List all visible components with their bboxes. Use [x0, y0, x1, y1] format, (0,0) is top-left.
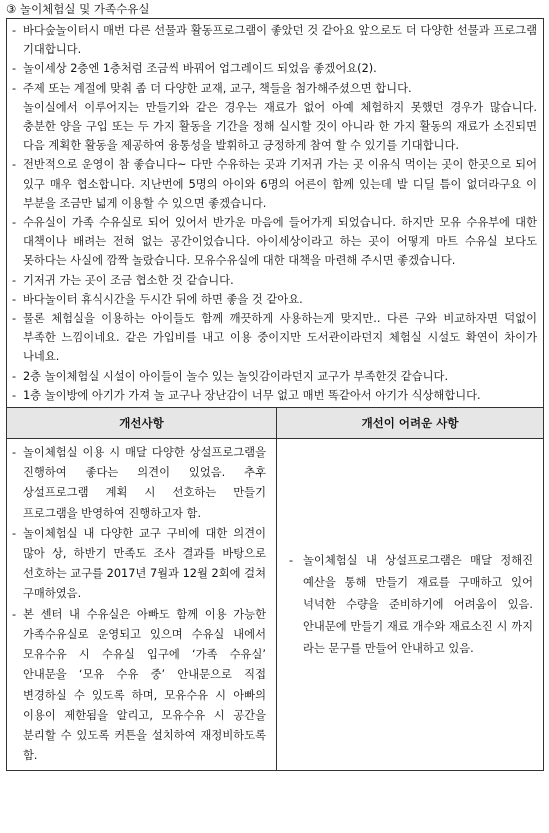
feedback-item: - 놀이세상 2층엔 1층처럼 조금씩 바꿔어 업그레이드 되었음 좋겠어요(2). [11, 59, 537, 78]
difficult-cell [277, 439, 544, 771]
improvement-item: - 놀이체험실 내 다양한 교구 구비에 대한 의견이 많아 상, 하반기 만족도 조사 결과를 바탕으로 선호하는 교구를 2017년 7월과 12월 2회에 걸쳐 구매하였음. [11, 524, 266, 605]
feedback-item: - 물론 체험실을 이용하는 아이들도 함께 깨끗하게 사용하는게 맞지만.. 다른 구와 비교하자면 덕없이 부족한 느낌이네요. 같은 가입비를 내고 이용 중이지만 도서관이라던지 체험실 시설도 확연이 차이가 나네요. [11, 309, 537, 367]
feedback-item: - 바다숲놀이터시 매번 다른 선물과 활동프로그램이 좋았던 것 같아요 앞으로도 더 다양한 선물과 프로그램 기대합니다. [11, 21, 537, 59]
feedback-item: - 바다놀이터 휴식시간을 두시간 뒤에 하면 좋을 것 같아요. [11, 290, 537, 309]
feedback-item: - 2층 놀이체험실 시설이 아이들이 놀수 있는 놀잇감이라던지 교구가 부족한것 같습니다. [11, 367, 537, 386]
section-title: ③ 놀이체험실 및 가족수유실 [6, 2, 150, 16]
feedback-cell [7, 19, 544, 408]
feedback-item: - 1층 놀이방에 아기가 가져 놀 교구나 장난감이 너무 없고 매번 똑같아서 아기가 식상해합니다. [11, 386, 537, 405]
improvements-header: 개선사항 [7, 408, 277, 439]
feedback-item-detail: 놀이실에서 이루어지는 만들기와 같은 경우는 재료가 없어 아예 체험하지 못했던 경우가 많습니다. 충분한 양을 구입 또는 두 가지 활동을 기간을 정해 실시할 것이 아니라 한 가지 활동의 재료가 소진되면 다음 계획한 활동을 제공하여 융통성을 발휘하고 긍정하게 참여 할 수 있기를 기대합니다. [23, 100, 538, 153]
feedback-item: - 기저귀 가는 곳이 조금 협소한 것 같습니다. [11, 271, 537, 290]
improvement-item: - 본 센터 내 수유실은 아빠도 함께 이용 가능한 가족수유실로 운영되고 있으며 수유실 내에서 모유수유 시 수유실 입구에 ‘가족 수유실’ 안내문을 ‘모유 수유 중’ 안내문으로 직접 변경하실 수 있도록 하며, 모유수유 시 아빠의 이용이 제한됨을 알리고, 모유수유 시 공간을 분리할 수 있도록 커튼을 설치하여 재정비하도록 함. [11, 605, 266, 767]
improvement-item: - 놀이체험실 이용 시 매달 다양한 상설프로그램을 진행하여 좋다는 의견이 있었음. 추후 상설프로그램 계획 시 선호하는 만들기 프로그램을 반영하여 진행하고자 함. [11, 443, 266, 524]
difficult-item: - 놀이체험실 내 상설프로그램은 매달 정해진 예산을 통해 만들기 재료를 구매하고 있어 넉넉한 수량을 준비하기에 어려움이 있음. 안내문에 만들기 재료 개수와 재료소진 시 까지 라는 문구를 만들어 안내하고 있음. [287, 550, 533, 660]
feedback-table [6, 18, 544, 771]
improvements-cell [7, 439, 277, 771]
feedback-item: - 수유실이 가족 수유실로 되어 있어서 반가운 마음에 들어가게 되었습니다. 하지만 모유 수유부에 대한 대책이나 배려는 전혀 없는 공간이었습니다. 아이세상이라고 하는 곳이 어떻게 마트 수유실 보다도 못하다는 사실에 깜짝 놀랐습니다. 모유수유실에 대한 대책을 마련해 주시면 좋겠습니다. [11, 213, 537, 271]
feedback-item: - 전반적으로 운영이 참 좋습니다~ 다만 수유하는 곳과 기저귀 가는 곳 이유식 먹이는 곳이 한곳으로 되어 있구 매우 협소합니다. 지난번에 5명의 아이와 6명의 어른이 함께 있는데 발 디딜 틈이 없더라구요 이 부분을 조금만 넓게 이용할 수 있으면 좋겠습니다. [11, 155, 537, 213]
difficult-header: 개선이 어려운 사항 [277, 408, 544, 439]
feedback-item: - 주제 또는 계절에 맞춰 좀 더 다양한 교재, 교구, 책들을 첨가해주셨으면 합니다. [11, 79, 537, 98]
